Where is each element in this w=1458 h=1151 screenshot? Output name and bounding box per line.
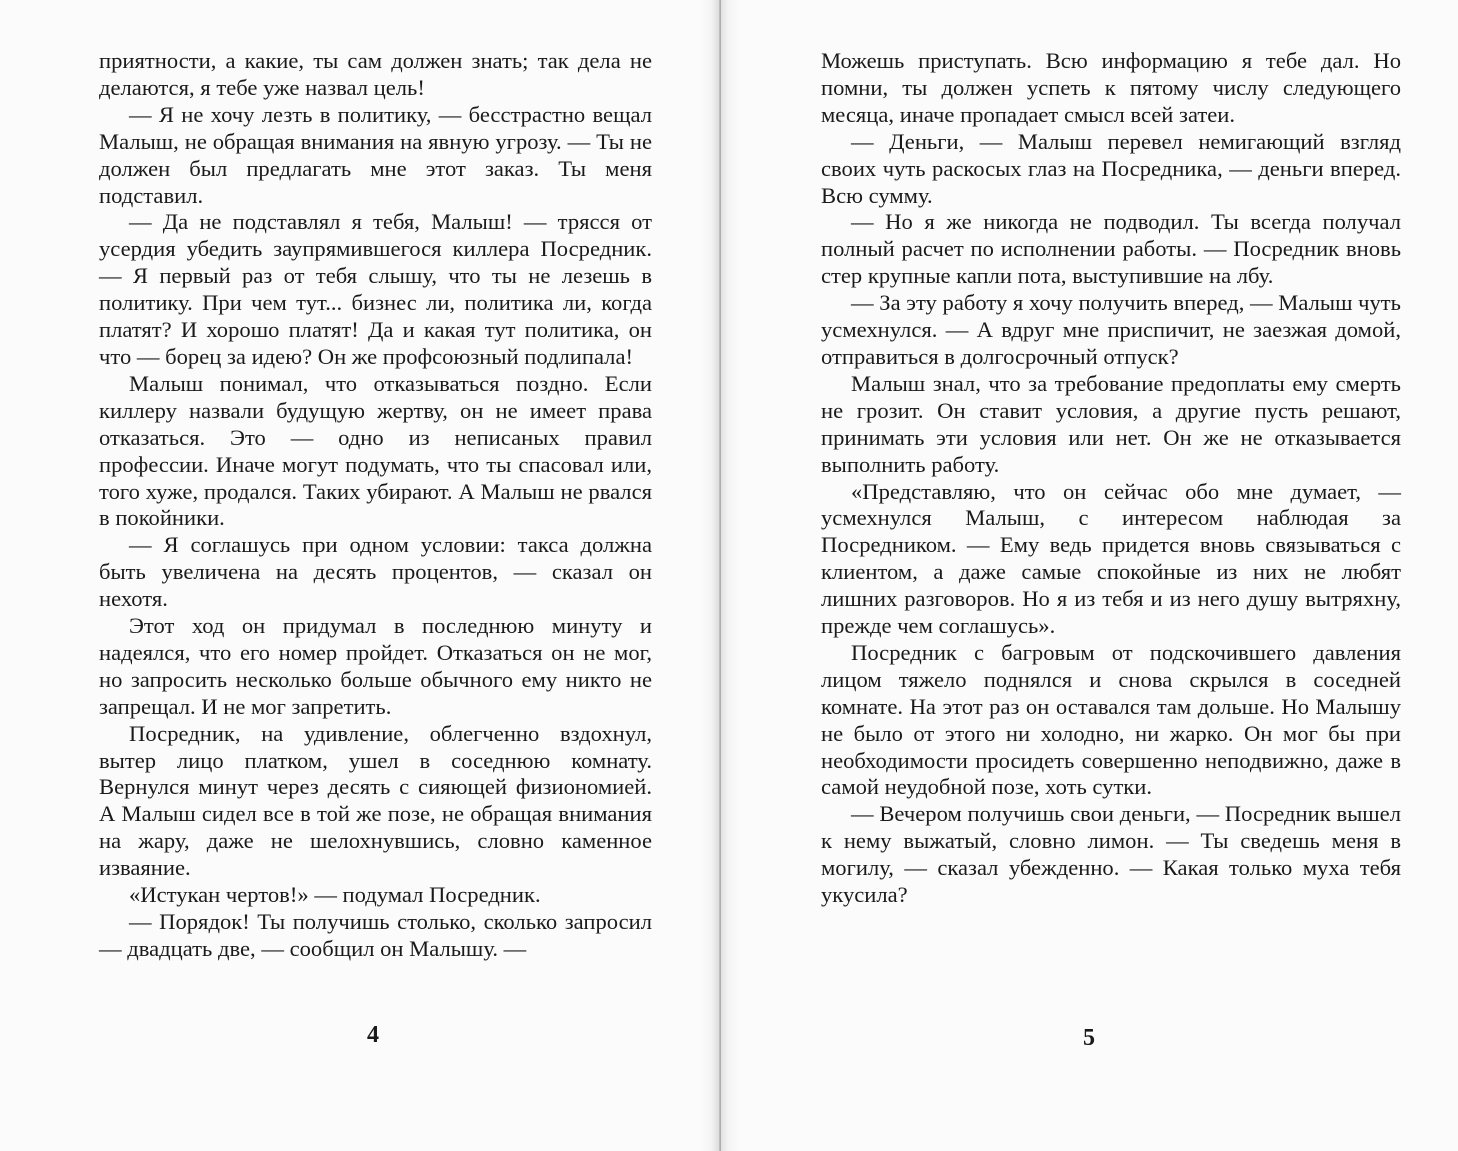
paragraph: — Да не подставлял я тебя, Малыш! — трясся от усердия убедить заупрямившегося киллера Посредник. — Я первый раз от тебя слышу, что ты не лезешь в политику. При чем тут... бизнес ли, политика ли, когда платят? И хорошо платят! Да и какая тут политика, он что — борец за идею? Он же профсоюзный подлипала!	[99, 209, 652, 369]
paragraph: приятности, а какие, ты сам должен знать; так дела не делаются, я тебе уже назвал цель!	[99, 48, 652, 100]
paragraph: — Вечером получишь свои деньги, — Посредник вышел к нему выжатый, словно лимон. — Ты сведешь меня в могилу, — сказал убежденно. — Какая только муха тебя укусила?	[821, 801, 1401, 908]
paragraph: «Истукан чертов!» — подумал Посредник.	[129, 882, 541, 908]
paragraph: Можешь приступать. Всю информацию я тебе дал. Но помни, ты должен успеть к пятому числу следующего месяца, иначе пропадает смысл всей затеи.	[821, 48, 1401, 127]
paragraph: — Деньги, — Малыш перевел немигающий взгляд своих чуть раскосых глаз на Посредника, — деньги вперед. Всю сумму.	[821, 128, 1401, 208]
paragraph: — За эту работу я хочу получить вперед, — Малыш чуть усмехнулся. — А вдруг мне приспичит, не заезжая домой, отправиться в долгосрочный отпуск?	[821, 290, 1401, 369]
page-number: 4	[367, 1022, 379, 1048]
paragraph: — Я соглашусь при одном условии: такса должна быть увеличена на десять процентов, — сказал он нехотя.	[99, 532, 652, 612]
left-page	[0, 0, 718, 1151]
right-page-text	[821, 48, 1401, 909]
paragraph: — Но я же никогда не подводил. Ты всегда получал полный расчет по исполнении работы. — Посредник вновь стер крупные капли пота, выступившие на лбу.	[821, 209, 1401, 289]
paragraph: Посредник с багровым от подскочившего давления лицом тяжело поднялся и снова скрылся в соседней комнате. На этот раз он оставался там дольше. Но Малышу не было от этого ни холодно, ни жарко. Он мог бы при необходимости просидеть совершенно неподвижно, даже в самой неудобной позе, хоть сутки.	[821, 639, 1401, 800]
left-page-text	[99, 48, 652, 963]
paragraph: Малыш понимал, что отказываться поздно. Если киллеру назвали будущую жертву, он не имеет права отказаться. Это — одно из неписаных правил профессии. Иначе могут подумать, что ты спасовал или, того хуже, продался. Таких убирают. А Малыш не рвался в покойники.	[99, 370, 652, 531]
paragraph: «Представляю, что он сейчас обо мне думает, — усмехнулся Малыш, с интересом наблюдая за Посредником. — Ему ведь придется вновь связываться с клиентом, а даже самые спокойные из них не любят лишних разговоров. Но я из тебя и из него душу вытряхну, прежде чем соглашусь».	[821, 478, 1401, 639]
paragraph: Малыш знал, что за требование предоплаты ему смерть не грозит. Он ставит условия, а другие пусть решают, принимать эти условия или нет. Он же не отказывается выполнить работу.	[821, 370, 1401, 477]
page-number: 5	[1083, 1025, 1095, 1051]
right-page	[728, 0, 1458, 1151]
paragraph: — Я не хочу лезть в политику, — бесстрастно вещал Малыш, не обращая внимания на явную угрозу. — Ты не должен был предлагать мне этот заказ. Ты меня подставил.	[99, 101, 652, 208]
paragraph: Этот ход он придумал в последнюю минуту и надеялся, что его номер пройдет. Отказаться он не мог, но запросить несколько больше обычного ему никто не запрещал. И не мог запретить.	[99, 613, 652, 719]
paragraph: — Порядок! Ты получишь столько, сколько запросил — двадцать две, — сообщил он Малышу. —	[99, 909, 652, 961]
paragraph: Посредник, на удивление, облегченно вздохнул, вытер лицо платком, ушел в соседнюю комнату. Вернулся минут через десять с сияющей физиономией. А Малыш сидел все в той же позе, не обращая внимания на жару, даже не шелохнувшись, словно каменное изваяние.	[99, 720, 652, 881]
